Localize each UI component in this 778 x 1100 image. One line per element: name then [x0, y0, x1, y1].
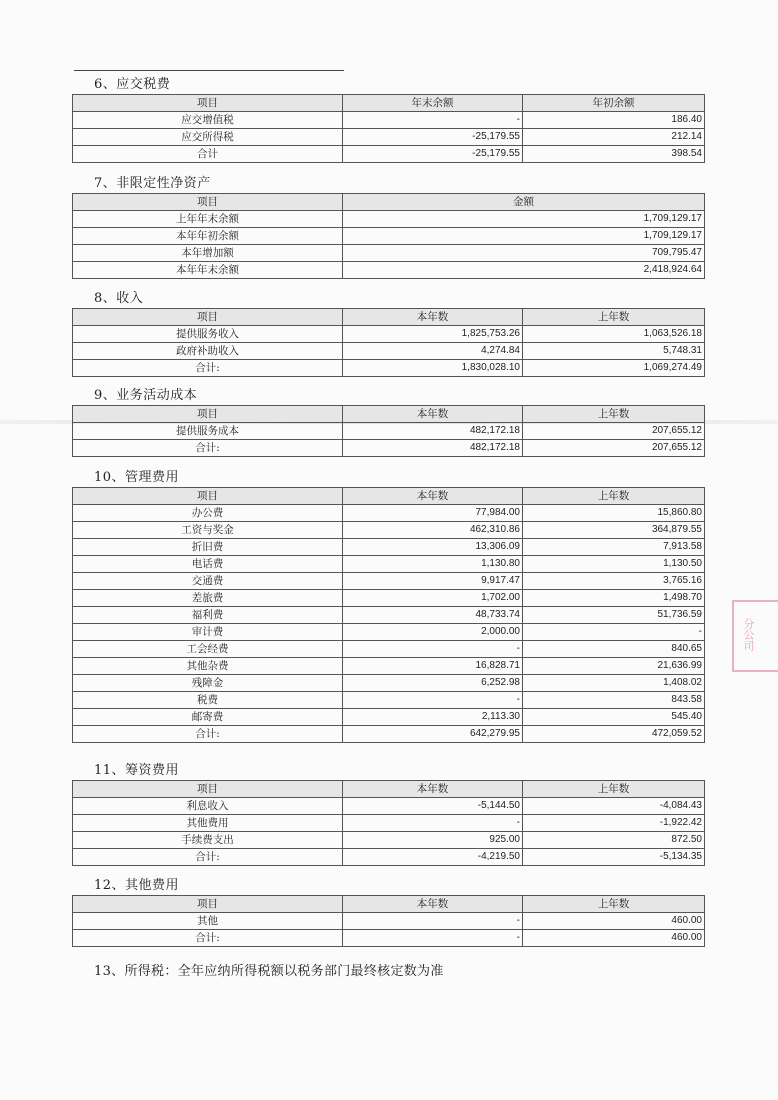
amount-cell: 472,059.52 [523, 726, 705, 743]
table-row [73, 556, 705, 573]
amount-cell: 462,310.86 [343, 522, 523, 539]
amount-cell: 1,069,274.49 [523, 360, 705, 377]
table-row [73, 245, 705, 262]
column-header: 上年数 [523, 406, 705, 423]
section-activity-cost [72, 387, 704, 457]
table-row [73, 815, 705, 832]
amount-cell: 545.40 [523, 709, 705, 726]
amount-cell: 1,498.70 [523, 590, 705, 607]
amount-cell: 212.14 [523, 129, 705, 146]
amount-cell: 7,913.58 [523, 539, 705, 556]
section-title: 7、非限定性净资产 [94, 176, 211, 191]
amount-cell: 840.65 [523, 641, 705, 658]
amount-cell: 2,418,924.64 [343, 262, 705, 279]
amount-cell: 872.50 [523, 832, 705, 849]
row-label: 合计: [73, 360, 343, 377]
amount-cell: 51,736.59 [523, 607, 705, 624]
amount-cell: 1,709,129.17 [343, 211, 705, 228]
amount-cell: - [343, 692, 523, 709]
row-label: 合计: [73, 726, 343, 743]
column-header: 本年数 [343, 488, 523, 505]
section-tax [72, 76, 704, 163]
amount-cell: 5,748.31 [523, 343, 705, 360]
row-label: 本年年末余额 [73, 262, 343, 279]
amount-cell: 482,172.18 [343, 423, 523, 440]
amount-cell: - [523, 624, 705, 641]
amount-cell: 4,274.84 [343, 343, 523, 360]
table-row [73, 607, 705, 624]
table-income [72, 308, 705, 377]
amount-cell: 1,063,526.18 [523, 326, 705, 343]
column-header: 项目 [73, 781, 343, 798]
table-row [73, 262, 705, 279]
table-finance-expense [72, 780, 705, 866]
company-seal-stamp [732, 600, 778, 672]
amount-cell: 482,172.18 [343, 440, 523, 457]
amount-cell: 1,130.80 [343, 556, 523, 573]
column-header: 年初余额 [523, 95, 705, 112]
amount-cell: - [343, 930, 523, 947]
amount-cell: 398.54 [523, 146, 705, 163]
column-header: 项目 [73, 194, 343, 211]
amount-cell: -4,084.43 [523, 798, 705, 815]
column-header: 上年数 [523, 309, 705, 326]
row-label: 审计费 [73, 624, 343, 641]
amount-cell: 1,830,028.10 [343, 360, 523, 377]
row-label: 利息收入 [73, 798, 343, 815]
table-row [73, 522, 705, 539]
row-label: 本年增加额 [73, 245, 343, 262]
amount-cell: 207,655.12 [523, 440, 705, 457]
row-label: 应交所得税 [73, 129, 343, 146]
row-label: 其他 [73, 913, 343, 930]
row-label: 邮寄费 [73, 709, 343, 726]
section-title: 10、管理费用 [94, 470, 180, 485]
amount-cell: -4,219.50 [343, 849, 523, 866]
amount-cell: 843.58 [523, 692, 705, 709]
table-row [73, 832, 705, 849]
section-other-expense [72, 877, 704, 947]
table-row [73, 590, 705, 607]
row-label: 其他费用 [73, 815, 343, 832]
amount-cell: - [343, 913, 523, 930]
section-title: 9、业务活动成本 [94, 388, 198, 403]
table-row [73, 709, 705, 726]
row-label: 提供服务成本 [73, 423, 343, 440]
income-tax-note: 13、所得税：全年应纳所得税额以税务部门最终核定数为准 [94, 964, 444, 979]
table-other-expense [72, 895, 705, 947]
row-label: 工资与奖金 [73, 522, 343, 539]
row-label: 政府补助收入 [73, 343, 343, 360]
table-tax [72, 94, 705, 163]
amount-cell: 460.00 [523, 913, 705, 930]
table-row [73, 624, 705, 641]
column-header: 项目 [73, 488, 343, 505]
column-header: 项目 [73, 95, 343, 112]
table-activity-cost [72, 405, 705, 457]
column-header: 上年数 [523, 488, 705, 505]
amount-cell: 2,000.00 [343, 624, 523, 641]
row-label: 差旅费 [73, 590, 343, 607]
amount-cell: 1,702.00 [343, 590, 523, 607]
table-row [73, 326, 705, 343]
section-net-assets [72, 175, 704, 279]
row-label: 工会经费 [73, 641, 343, 658]
amount-cell: 77,984.00 [343, 505, 523, 522]
section-finance-expense [72, 762, 704, 866]
row-label: 合计: [73, 930, 343, 947]
row-label: 福利费 [73, 607, 343, 624]
header-rule [74, 70, 344, 71]
table-net-assets [72, 193, 705, 279]
table-admin-expense [72, 487, 705, 743]
row-label: 合计: [73, 849, 343, 866]
row-label: 其他杂费 [73, 658, 343, 675]
amount-cell: 925.00 [343, 832, 523, 849]
column-header: 本年数 [343, 406, 523, 423]
table-row [73, 112, 705, 129]
table-row [73, 505, 705, 522]
stamp-text: 分公司 [742, 618, 755, 651]
section-title: 12、其他费用 [94, 878, 180, 893]
amount-cell: 1,709,129.17 [343, 228, 705, 245]
table-row [73, 423, 705, 440]
column-header: 本年数 [343, 781, 523, 798]
section-title: 6、应交税费 [94, 77, 171, 92]
amount-cell: 2,113.30 [343, 709, 523, 726]
row-label: 手续费支出 [73, 832, 343, 849]
amount-cell: 21,636.99 [523, 658, 705, 675]
amount-cell: 642,279.95 [343, 726, 523, 743]
table-row [73, 675, 705, 692]
amount-cell: 1,825,753.26 [343, 326, 523, 343]
amount-cell: 709,795.47 [343, 245, 705, 262]
amount-cell: 9,917.47 [343, 573, 523, 590]
table-row [73, 360, 705, 377]
section-income [72, 290, 704, 377]
amount-cell: -25,179.55 [343, 146, 523, 163]
amount-cell: 6,252.98 [343, 675, 523, 692]
row-label: 折旧费 [73, 539, 343, 556]
column-header: 本年数 [343, 896, 523, 913]
table-row [73, 129, 705, 146]
table-row [73, 539, 705, 556]
row-label: 合计 [73, 146, 343, 163]
amount-cell: 16,828.71 [343, 658, 523, 675]
amount-cell: 13,306.09 [343, 539, 523, 556]
amount-cell: -1,922.42 [523, 815, 705, 832]
table-row [73, 641, 705, 658]
table-row [73, 849, 705, 866]
row-label: 本年年初余额 [73, 228, 343, 245]
amount-cell: - [343, 112, 523, 129]
row-label: 提供服务收入 [73, 326, 343, 343]
table-row [73, 658, 705, 675]
row-label: 办公费 [73, 505, 343, 522]
column-header: 项目 [73, 896, 343, 913]
table-row [73, 573, 705, 590]
table-row [73, 440, 705, 457]
amount-cell: -5,144.50 [343, 798, 523, 815]
amount-cell: 207,655.12 [523, 423, 705, 440]
amount-cell: 48,733.74 [343, 607, 523, 624]
amount-cell: 1,408.02 [523, 675, 705, 692]
table-row [73, 726, 705, 743]
section-admin-expense [72, 469, 704, 743]
row-label: 电话费 [73, 556, 343, 573]
row-label: 应交增值税 [73, 112, 343, 129]
amount-cell: 15,860.80 [523, 505, 705, 522]
table-row [73, 930, 705, 947]
amount-cell: -25,179.55 [343, 129, 523, 146]
column-header: 项目 [73, 309, 343, 326]
table-row [73, 343, 705, 360]
table-row [73, 692, 705, 709]
column-header: 项目 [73, 406, 343, 423]
amount-cell: 460.00 [523, 930, 705, 947]
table-row [73, 211, 705, 228]
column-header: 年末余额 [343, 95, 523, 112]
table-row [73, 913, 705, 930]
row-label: 合计: [73, 440, 343, 457]
row-label: 交通费 [73, 573, 343, 590]
table-row [73, 146, 705, 163]
column-header: 本年数 [343, 309, 523, 326]
row-label: 残障金 [73, 675, 343, 692]
column-header: 上年数 [523, 896, 705, 913]
column-header: 金额 [343, 194, 705, 211]
table-row [73, 798, 705, 815]
amount-cell: - [343, 641, 523, 658]
section-title: 11、筹资费用 [94, 763, 180, 778]
table-row [73, 228, 705, 245]
row-label: 税费 [73, 692, 343, 709]
amount-cell: 186.40 [523, 112, 705, 129]
section-title: 8、收入 [94, 291, 144, 306]
amount-cell: -5,134.35 [523, 849, 705, 866]
amount-cell: 3,765.16 [523, 573, 705, 590]
amount-cell: 1,130.50 [523, 556, 705, 573]
amount-cell: 364,879.55 [523, 522, 705, 539]
column-header: 上年数 [523, 781, 705, 798]
amount-cell: - [343, 815, 523, 832]
row-label: 上年年末余额 [73, 211, 343, 228]
